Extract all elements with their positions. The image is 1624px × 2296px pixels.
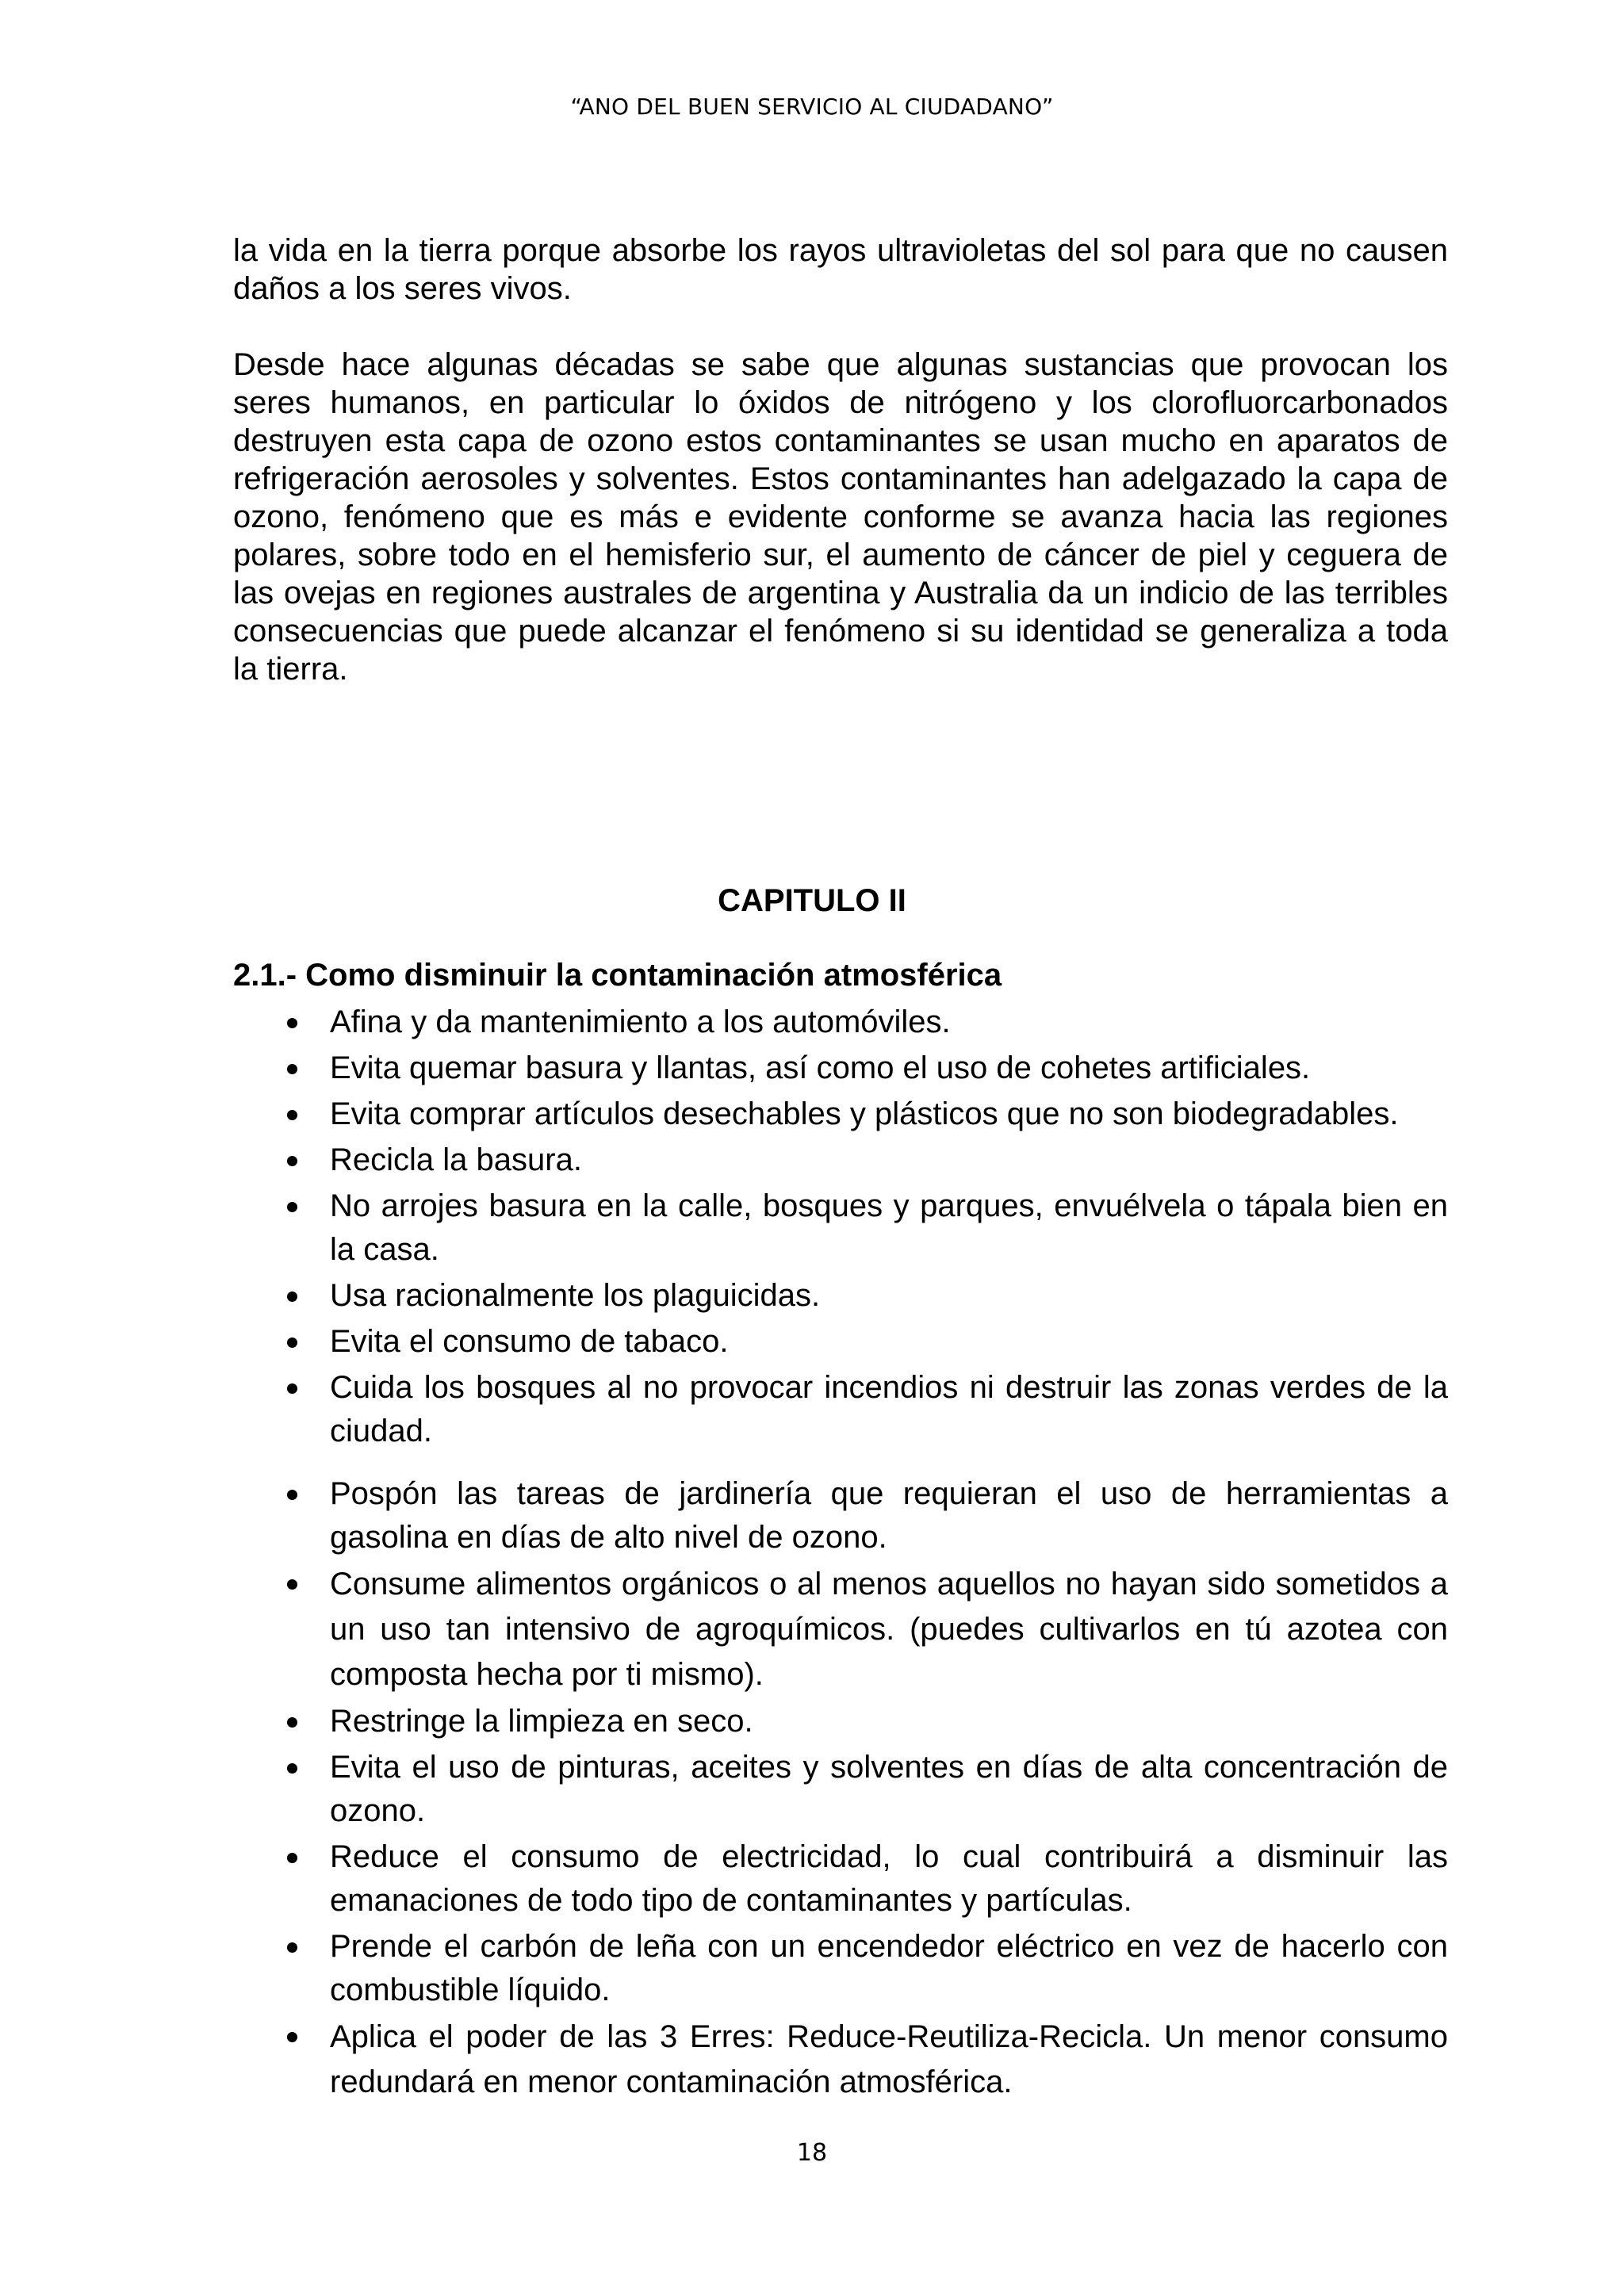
bullet-icon [287,1763,297,1774]
list-item-text: Evita comprar artículos desechables y plásticos que no son biodegradables. [330,1096,1399,1131]
list-item-text: Evita el consumo de tabaco. [330,1324,729,1359]
section-title: 2.1.- Como disminuir la contaminación atmosférica [233,958,1002,993]
list-item [233,1835,1448,1923]
list-item [233,1274,1448,1318]
list-item-text: Consume alimentos orgánicos o al menos aquellos no hayan sido sometidos a un uso tan intensivo de agroquímicos. (puedes cultivarlos en tú azotea con composta hecha por ti mismo). [330,1567,1448,1692]
bullet-icon [287,1853,297,1863]
list-item-text: Restringe la limpieza en seco. [330,1704,753,1739]
list-item-text: Prende el carbón de leña con un encendedor eléctrico en vez de hacerlo con combustible líquido. [330,1929,1448,2007]
chapter-title: CAPITULO II [718,883,906,918]
list-item [233,1746,1448,1833]
list-item-text: Cuida los bosques al no provocar incendios ni destruir las zonas verdes de la ciudad. [330,1370,1448,1448]
list-item [233,1001,1448,1044]
page-header: “ANO DEL BUEN SERVICIO AL CIUDADANO” [570,94,1054,120]
list-item-text: Evita quemar basura y llantas, así como el uso de cohetes artificiales. [330,1050,1311,1085]
list-item [233,1700,1448,1743]
bullet-icon [287,1064,297,1074]
list-item [233,1320,1448,1364]
recommendations-list [233,1001,1448,2107]
list-item-text: Recicla la basura. [330,1142,582,1177]
bullet-icon [287,1292,297,1302]
list-item-text: Aplica el poder de las 3 Erres: Reduce-Reutiliza-Recicla. Un menor consumo redundará en menor contaminación atmosférica. [330,2019,1448,2099]
list-item-text: Reduce el consumo de electricidad, lo cual contribuirá a disminuir las emanaciones de todo tipo de contaminantes y partículas. [330,1839,1448,1918]
list-item-text: No arrojes basura en la calle, bosques y parques, envuélvela o tápala bien en la casa. [330,1188,1448,1267]
bullet-icon [287,1490,297,1500]
list-item [233,1925,1448,2012]
list-item-text: Usa racionalmente los plaguicidas. [330,1278,821,1313]
bullet-icon [287,1383,297,1394]
list-item [233,1184,1448,1272]
page-number: 18 [796,2139,828,2167]
list-item [233,1562,1448,1697]
bullet-icon [287,1018,297,1028]
bullet-icon [287,1110,297,1120]
list-item [233,1366,1448,1453]
list-item [233,1047,1448,1090]
bullet-icon [287,1202,297,1212]
bullet-icon [287,1717,297,1728]
list-item [233,1138,1448,1182]
list-item-text: Afina y da mantenimiento a los automóviles. [330,1004,951,1039]
bullet-icon [287,2032,297,2042]
list-item-text: Pospón las tareas de jardinería que requieran el uso de herramientas a gasolina en días de alto nivel de ozono. [330,1476,1448,1555]
list-item [233,2015,1448,2105]
bullet-icon [287,1942,297,1953]
paragraph-2: Desde hace algunas décadas se sabe que algunas sustancias que provocan los seres humanos, en particular lo óxidos de nitrógeno y los clorofluorcarbonados destruyen esta capa de ozono estos contaminantes se usan mucho en aparatos de refrigeración aerosoles y solventes. Estos contaminantes han adelgazado la capa de ozono, fenómeno que es más e evidente conforme se avanza hacia las regiones polares, sobre todo en el hemisferio sur, el aumento de cáncer de piel y ceguera de las ovejas en regiones australes de argentina y Australia da un indicio de las terribles consecuencias que puede alcanzar el fenómeno si su identidad se generaliza a toda la tierra. [233,347,1448,687]
list-item-text: Evita el uso de pinturas, aceites y solventes en días de alta concentración de ozono. [330,1750,1448,1828]
paragraph-1: la vida en la tierra porque absorbe los rayos ultravioletas del sol para que no causen daños a los seres vivos. [233,233,1448,306]
bullet-icon [287,1337,297,1348]
bullet-icon [287,1579,297,1590]
bullet-icon [287,1156,297,1166]
list-item [233,1472,1448,1559]
list-item [233,1093,1448,1136]
